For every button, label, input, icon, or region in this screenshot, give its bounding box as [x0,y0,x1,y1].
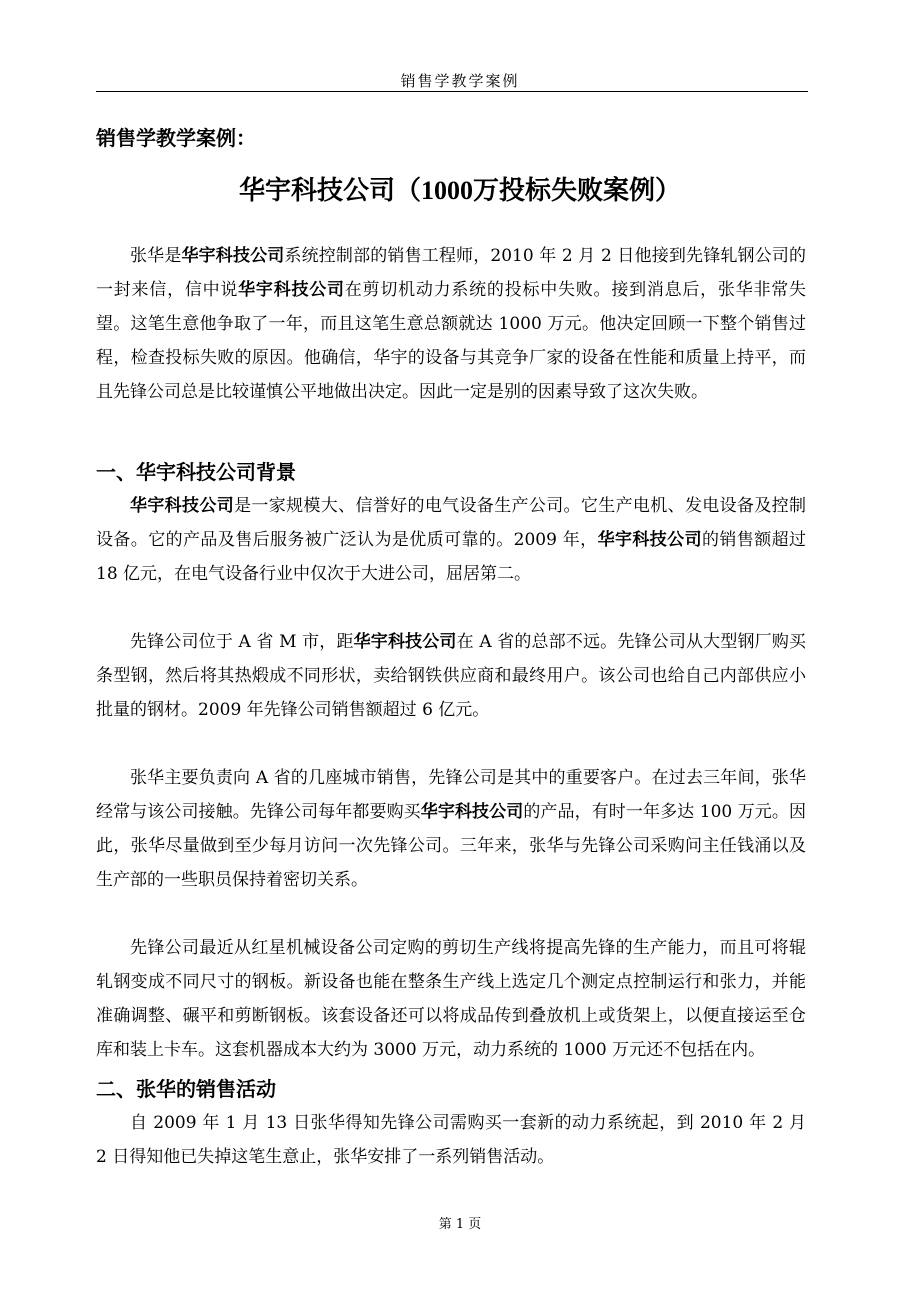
company-name: 华宇科技公司 [181,246,285,266]
text-run: 是一家规模大、信誉好的电气设备生产公司。它生产电机、发电设备及控制设备。它的产品及售后服务被广泛认为是优质可靠的。2009 年， [96,496,807,550]
text-run: 张华是 [130,246,182,266]
paragraph [96,489,806,591]
text-run: 张华主要负责向 A 省的几座城市销售，先锋公司是其中的重要客户。在过去三年间，张华经常与该公司接触。先锋公司每年都要购买 [96,768,806,822]
text-run: 系统控制部的销售工程师，2010 年 2 月 2 日他接到先锋轧钢公司的一封来信，信中说 [96,246,807,300]
paragraph [96,625,806,727]
title-pre: 华宇科技公司（ [238,176,421,206]
paragraph [96,761,806,897]
section-sales [96,1072,806,1174]
paragraph: 自 2009 年 1 月 13 日张华得知先锋公司需购买一套新的动力系统起，到 2010 年 2 月 2 日得知他已失掉这笔生意止，张华安排了一系列销售活动。 [96,1113,806,1167]
section-heading: 一、华宇科技公司背景 [96,460,296,484]
text-run: 的销售额超过 18 亿元，在电气设备行业中仅次于大进公司，屈居第二。 [96,530,807,584]
company-name: 华宇科技公司 [420,802,524,822]
section-background [96,455,806,1067]
title-amount: 1000 [421,176,473,205]
text-run: 的产品，有时一年多达 100 万元。因此，张华尽量做到至少每月访问一次先锋公司。三年来，张华与先锋公司采购问主任钱涌以及生产部的一些职员保持着密切关系。 [96,802,806,890]
page-title [0,170,920,207]
company-name: 华宇科技公司 [130,496,235,516]
text-run: 在 A 省的总部不远。先锋公司从大型钢厂购买条型钢，然后将其热煅成不同形状，卖给钢铁供应商和最终用户。该公司也给自己内部供应小批量的钢材。2009 年先锋公司销售额超过 6 亿元。 [96,632,806,720]
intro-paragraph [96,239,806,409]
company-name: 华宇科技公司 [238,280,345,300]
title-post: 万投标失败案例） [473,176,682,206]
running-header: 销售学教学案例 [400,72,520,90]
company-name: 华宇科技公司 [597,530,702,550]
document-label: 销售学教学案例： [96,126,256,150]
intro-section [96,239,806,409]
header-divider [96,91,808,92]
company-name: 华宇科技公司 [353,632,457,652]
text-run: 在剪切机动力系统的投标中失败。接到消息后，张华非常失望。这笔生意他争取了一年，而且这笔生意总额就达 1000 万元。他决定回顾一下整个销售过程，检查投标失败的原因。他确信，华宇的设备与其竞争厂家的设备在性能和质量上持平，而且先锋公司总是比较谨慎公平地做出决定。因此一定是别的因素导致了这次失败。 [96,280,807,402]
page-number: 第 1 页 [438,1217,482,1232]
paragraph: 先锋公司最近从红星机械设备公司定购的剪切生产线将提高先锋的生产能力，而且可将辊轧钢变成不同尺寸的钢板。新设备也能在整条生产线上选定几个测定点控制运行和张力，并能准确调整、碾平和剪断钢板。该套设备还可以将成品传到叠放机上或货架上，以便直接运至仓库和装上卡车。这套机器成本大约为 3000 万元，动力系统的 1000 万元还不包括在内。 [96,938,806,1060]
text-run: 先锋公司位于 A 省 M 市，距 [130,632,354,652]
section-heading: 二、张华的销售活动 [96,1077,276,1101]
